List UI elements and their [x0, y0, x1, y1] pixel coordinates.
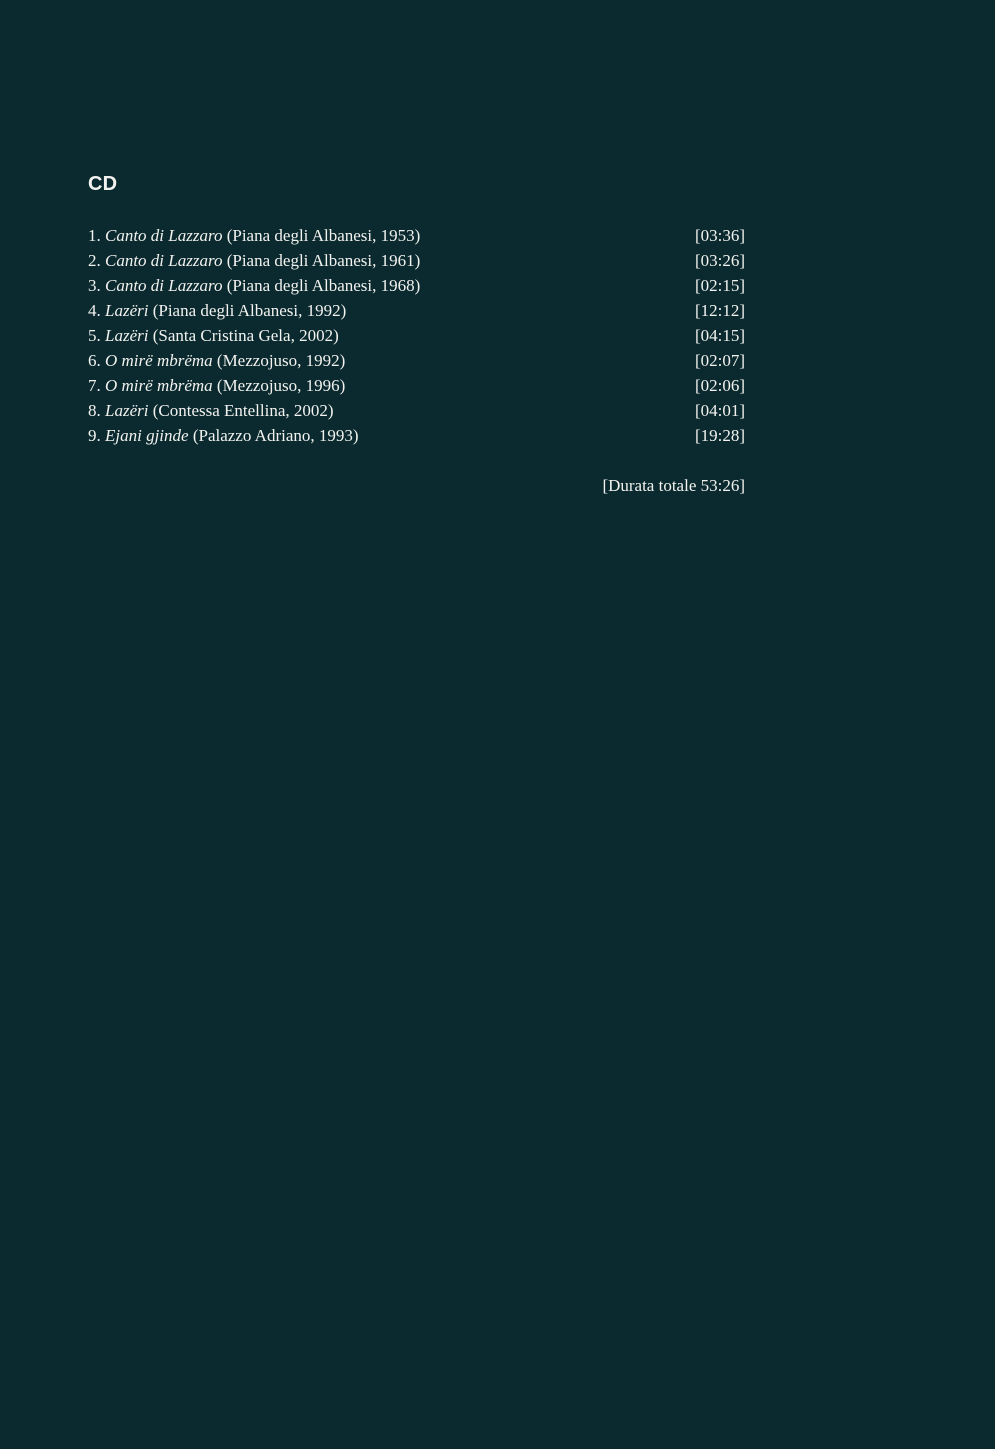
track-label: [88, 323, 339, 348]
track-duration: [03:36]: [694, 226, 745, 245]
track-label: [88, 248, 420, 273]
track-row: [88, 398, 745, 423]
section-heading: CD: [88, 173, 118, 195]
track-label: [88, 423, 359, 448]
track-detail: (Mezzojuso, 1996): [216, 376, 346, 395]
track-label: [88, 273, 420, 298]
track-detail: (Piana degli Albanesi, 1961): [226, 251, 421, 270]
track-duration: [12:12]: [694, 301, 745, 320]
track-duration: [02:07]: [694, 351, 745, 370]
track-title: Lazëri: [105, 326, 149, 345]
track-number: 6.: [88, 351, 101, 370]
track-label: [88, 223, 420, 248]
track-number: 9.: [88, 426, 101, 445]
tracklist-page: [88, 171, 745, 498]
track-number: 1.: [88, 226, 101, 245]
track-duration: [19:28]: [694, 426, 745, 445]
track-number: 5.: [88, 326, 101, 345]
track-title: Canto di Lazzaro: [105, 251, 223, 270]
track-detail: (Contessa Entellina, 2002): [152, 401, 334, 420]
track-label: [88, 398, 334, 423]
track-row: [88, 223, 745, 248]
track-duration: [02:06]: [694, 376, 745, 395]
track-title: O mirë mbrëma: [105, 376, 213, 395]
track-detail: (Palazzo Adriano, 1993): [192, 426, 359, 445]
track-detail: (Piana degli Albanesi, 1953): [226, 226, 421, 245]
track-title: Lazëri: [105, 301, 149, 320]
track-row: [88, 423, 745, 448]
track-number: 3.: [88, 276, 101, 295]
track-row: [88, 273, 745, 298]
track-detail: (Mezzojuso, 1992): [216, 351, 346, 370]
track-number: 7.: [88, 376, 101, 395]
track-row: [88, 373, 745, 398]
track-number: 2.: [88, 251, 101, 270]
track-duration: [03:26]: [694, 251, 745, 270]
track-title: Canto di Lazzaro: [105, 276, 223, 295]
track-title: Lazëri: [105, 401, 149, 420]
track-label: [88, 373, 345, 398]
track-title: O mirë mbrëma: [105, 351, 213, 370]
total-duration: [Durata totale 53:26]: [602, 476, 745, 495]
track-label: [88, 298, 346, 323]
track-detail: (Santa Cristina Gela, 2002): [152, 326, 339, 345]
track-list: [88, 223, 745, 448]
track-number: 8.: [88, 401, 101, 420]
track-title: Ejani gjinde: [105, 426, 189, 445]
track-duration: [04:15]: [694, 326, 745, 345]
track-label: [88, 348, 345, 373]
track-row: [88, 323, 745, 348]
track-number: 4.: [88, 301, 101, 320]
track-detail: (Piana degli Albanesi, 1968): [226, 276, 421, 295]
track-row: [88, 348, 745, 373]
track-duration: [04:01]: [694, 401, 745, 420]
track-row: [88, 248, 745, 273]
track-duration: [02:15]: [694, 276, 745, 295]
track-row: [88, 298, 745, 323]
track-title: Canto di Lazzaro: [105, 226, 223, 245]
track-detail: (Piana degli Albanesi, 1992): [152, 301, 347, 320]
